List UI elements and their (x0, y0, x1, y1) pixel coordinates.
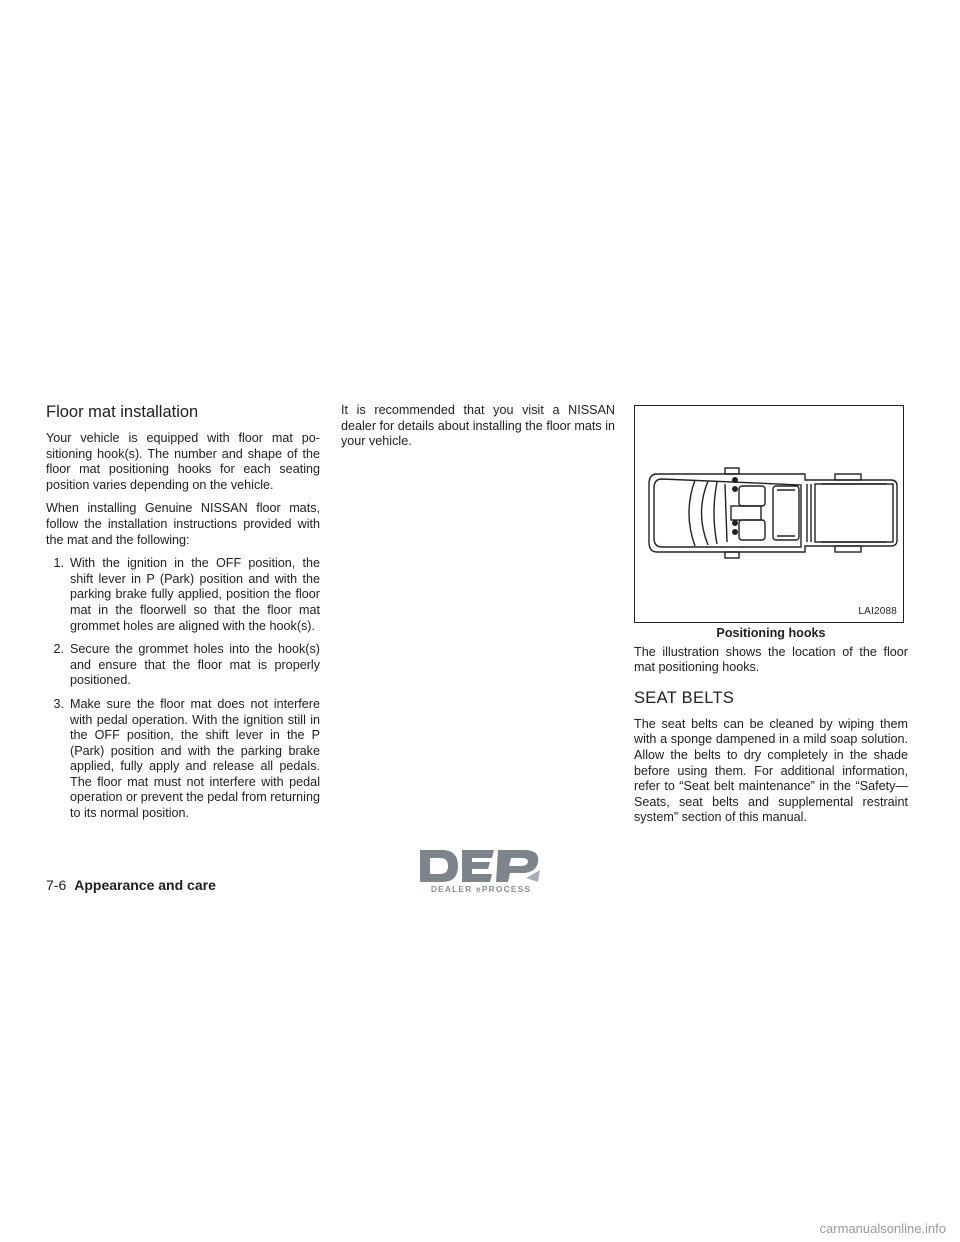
instructions-lead: When installing Genuine NISSAN floor mats, follow the installation instructions provided with the mat and the following: (46, 501, 320, 547)
chapter-title: Appearance and care (74, 877, 216, 893)
step-text: Make sure the floor mat does not interfere with pedal operation. With the ignition still in the OFF position, the shift lever in the P (Park) position and with the parking brake applied, fully apply and release all pedals. The floor mat must not interfere with pedal operation or prevent the pedal from returning to its normal position. (70, 696, 320, 821)
seat-belts-paragraph: The seat belts can be cleaned by wiping them with a sponge dampened in a mild soap solution. Allow the belts to dry completely in the shade before using them. For additional information, refer to “Seat belt maintenance” in the “Safety—Seats, seat belts and supplemental restraint system” section of this manual. (634, 716, 908, 825)
dealer-eprocess-watermark (418, 846, 544, 896)
right-column (634, 402, 908, 834)
vehicle-floor-diagram (635, 406, 903, 621)
seat-belts-heading: SEAT BELTS (634, 688, 735, 707)
figure-caption: Positioning hooks (716, 626, 826, 640)
step-item (46, 642, 320, 689)
step-item (46, 697, 320, 822)
floor-mat-heading: Floor mat installation (46, 403, 199, 421)
left-column (46, 402, 320, 830)
step-number: 3. (53, 696, 64, 711)
figure-code: LAI2088 (858, 606, 897, 618)
step-number: 2. (53, 642, 64, 657)
installation-steps (46, 556, 320, 822)
page-number: 7-6 (46, 877, 67, 893)
watermark-tagline: DEALER ePROCESS (430, 884, 532, 894)
step-number: 1. (53, 556, 64, 571)
intro-paragraph: Your vehicle is equipped with floor mat positioning hook(s). The number and shape of the floor mat positioning hooks for each seating position varies depending on the vehicle. (46, 431, 320, 492)
step-item (46, 556, 320, 634)
dep-logo-icon (418, 846, 544, 886)
page-footer (46, 876, 216, 894)
figure-description: The illustration shows the location of the floor mat positioning hooks. (634, 644, 908, 675)
step-text: Secure the grommet holes into the hook(s) and ensure that the floor mat is properly positioned. (70, 642, 320, 688)
middle-column (341, 402, 615, 458)
step-text: With the ignition in the OFF position, the shift lever in P (Park) position and with the parking brake fully applied, position the floor mat in the floorwell so that the floor mat grommet holes are aligned with the hook(s). (70, 556, 320, 633)
positioning-hooks-figure (634, 405, 904, 623)
dealer-paragraph: It is recommended that you visit a NISSAN dealer for details about installing the floor mats in your vehicle. (341, 403, 615, 449)
site-watermark: carmanualsonline.info (819, 1221, 946, 1236)
